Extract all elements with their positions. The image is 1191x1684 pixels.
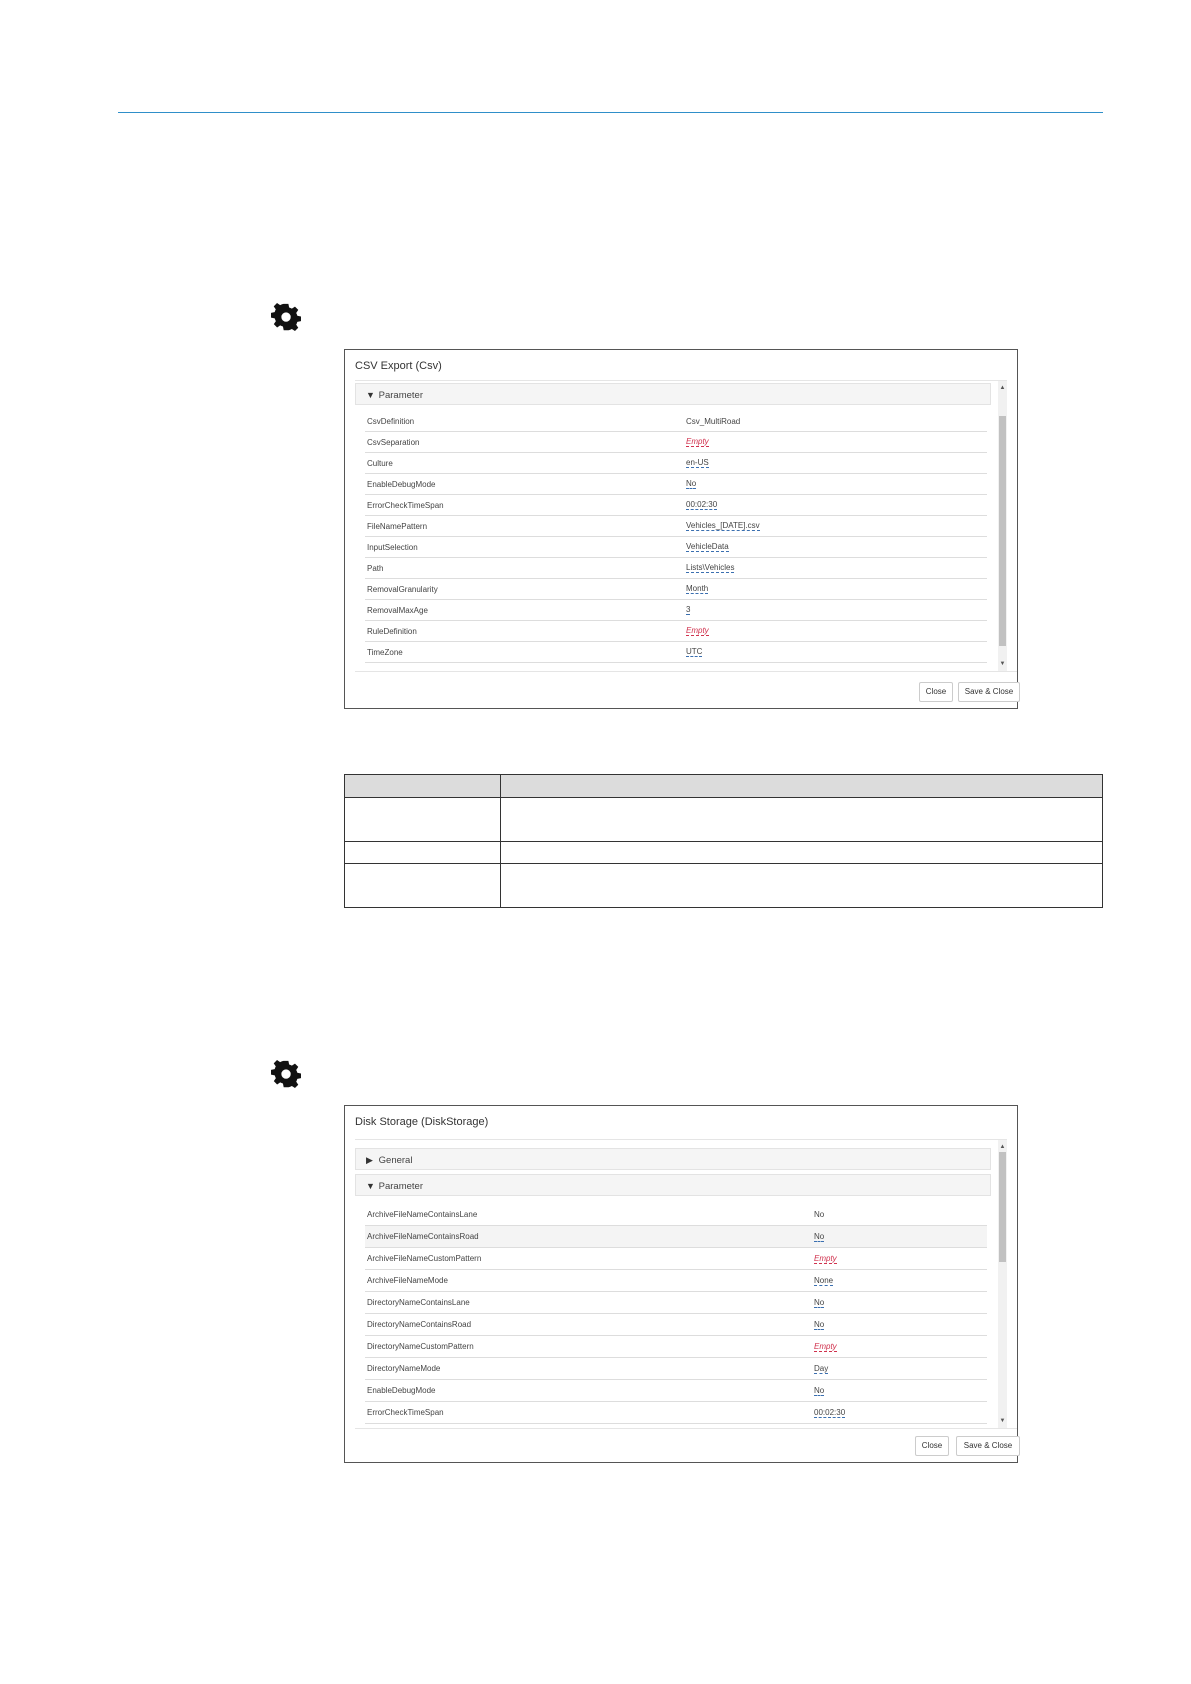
gear-icon[interactable]: [270, 302, 302, 334]
parameter-row[interactable]: [365, 516, 987, 537]
disk-storage-dialog: [344, 1105, 1018, 1463]
parameter-row[interactable]: [365, 1292, 987, 1314]
parameter-name: TimeZone: [367, 647, 403, 657]
table-cell: [501, 842, 1103, 864]
parameter-value[interactable]: Lists\Vehicles: [686, 563, 735, 572]
parameter-row[interactable]: [365, 1358, 987, 1380]
close-button[interactable]: Close: [915, 1436, 949, 1456]
parameter-value: Csv_MultiRoad: [686, 416, 741, 426]
dialog-body: [355, 380, 1007, 671]
parameter-name: ErrorCheckTimeSpan: [367, 500, 444, 510]
table-cell: [345, 864, 501, 908]
parameter-row[interactable]: [365, 474, 987, 495]
parameter-value[interactable]: No: [814, 1297, 825, 1307]
parameter-name: DirectoryNameCustomPattern: [367, 1342, 474, 1351]
chevron-down-icon: ▼: [366, 390, 375, 400]
parameter-name: CsvSeparation: [367, 437, 420, 447]
parameter-row[interactable]: [365, 642, 987, 663]
parameter-row[interactable]: [365, 558, 987, 579]
parameter-value[interactable]: No: [814, 1231, 825, 1241]
scrollbar[interactable]: [998, 1140, 1007, 1428]
parameter-name: ErrorCheckTimeSpan: [367, 1408, 444, 1417]
parameter-row[interactable]: [365, 1226, 987, 1248]
parameter-row[interactable]: [365, 1336, 987, 1358]
scroll-up-icon[interactable]: ▲: [999, 1144, 1006, 1150]
scrollbar[interactable]: [998, 381, 1007, 671]
dialog-footer: [355, 671, 1017, 712]
parameter-name: DirectoryNameContainsRoad: [367, 1320, 472, 1329]
parameter-list: [365, 411, 987, 663]
panel-label: Parameter: [378, 1181, 423, 1192]
parameter-name: RemovalMaxAge: [367, 605, 428, 615]
save-close-button[interactable]: Save & Close: [956, 1436, 1020, 1456]
parameter-value[interactable]: Empty: [686, 437, 709, 446]
parameter-name: EnableDebugMode: [367, 479, 436, 489]
save-close-button[interactable]: Save & Close: [958, 682, 1020, 702]
parameter-row[interactable]: [365, 1248, 987, 1270]
parameter-row[interactable]: [365, 621, 987, 642]
panel-label: General: [378, 1155, 413, 1166]
csv-export-dialog: [344, 349, 1018, 709]
parameter-panel-header[interactable]: [355, 1174, 991, 1196]
parameter-value[interactable]: No: [814, 1385, 825, 1395]
table-header-cell: [345, 775, 501, 798]
parameter-name: Culture: [367, 458, 393, 468]
parameter-row[interactable]: [365, 411, 987, 432]
parameter-value[interactable]: 00:02:30: [814, 1407, 846, 1417]
parameter-name: FileNamePattern: [367, 521, 428, 531]
parameter-name: RuleDefinition: [367, 626, 417, 636]
parameter-name: ArchiveFileNameContainsRoad: [367, 1232, 479, 1241]
parameter-value[interactable]: Vehicles_[DATE].csv: [686, 521, 760, 530]
parameter-value[interactable]: VehicleData: [686, 542, 729, 551]
dialog-footer: [355, 1428, 1017, 1465]
parameter-row[interactable]: [365, 495, 987, 516]
parameter-value[interactable]: 3: [686, 605, 691, 614]
parameter-name: CsvDefinition: [367, 416, 415, 426]
parameter-name: DirectoryNameMode: [367, 1364, 441, 1373]
dialog-title: CSV Export (Csv): [355, 360, 442, 372]
parameter-name: InputSelection: [367, 542, 418, 552]
info-table: [344, 774, 1103, 908]
scroll-down-icon[interactable]: ▼: [999, 661, 1006, 667]
parameter-row[interactable]: [365, 1204, 987, 1226]
parameter-name: RemovalGranularity: [367, 584, 438, 594]
parameter-row[interactable]: [365, 600, 987, 621]
parameter-value[interactable]: No: [686, 479, 697, 488]
panel-label: Parameter: [378, 390, 423, 401]
table-cell: [345, 842, 501, 864]
parameter-value[interactable]: en-US: [686, 458, 709, 467]
parameter-panel-header[interactable]: [355, 383, 991, 405]
table-cell: [501, 798, 1103, 842]
chevron-down-icon: ▼: [366, 1181, 375, 1191]
parameter-name: Path: [367, 563, 384, 573]
parameter-row[interactable]: [365, 1402, 987, 1424]
parameter-row[interactable]: [365, 537, 987, 558]
scroll-up-icon[interactable]: ▲: [999, 385, 1006, 391]
parameter-row[interactable]: [365, 579, 987, 600]
parameter-value[interactable]: 00:02:30: [686, 500, 718, 509]
parameter-list: [365, 1204, 987, 1424]
parameter-value[interactable]: None: [814, 1275, 834, 1285]
parameter-name: ArchiveFileNameMode: [367, 1276, 448, 1285]
parameter-name: DirectoryNameContainsLane: [367, 1298, 470, 1307]
parameter-value[interactable]: Month: [686, 584, 709, 593]
close-button[interactable]: Close: [919, 682, 953, 702]
gear-icon[interactable]: [270, 1059, 302, 1091]
parameter-row[interactable]: [365, 1270, 987, 1292]
gear-icon-graphic: [270, 302, 302, 334]
parameter-row[interactable]: [365, 1314, 987, 1336]
parameter-value[interactable]: Empty: [814, 1341, 837, 1351]
parameter-row[interactable]: [365, 432, 987, 453]
table-cell: [501, 864, 1103, 908]
scrollbar-thumb[interactable]: [999, 1152, 1006, 1262]
parameter-row[interactable]: [365, 1380, 987, 1402]
dialog-title: Disk Storage (DiskStorage): [355, 1116, 489, 1128]
parameter-name: ArchiveFileNameCustomPattern: [367, 1254, 482, 1263]
table-cell: [345, 798, 501, 842]
parameter-value[interactable]: Empty: [686, 626, 709, 635]
scrollbar-thumb[interactable]: [999, 416, 1006, 646]
scroll-down-icon[interactable]: ▼: [999, 1418, 1006, 1424]
table-header-cell: [501, 775, 1103, 798]
dialog-body: [355, 1139, 1007, 1428]
parameter-name: ArchiveFileNameContainsLane: [367, 1210, 478, 1219]
parameter-value[interactable]: No: [814, 1319, 825, 1329]
header-rule: [118, 112, 1103, 113]
gear-icon-graphic: [270, 1059, 302, 1091]
parameter-name: EnableDebugMode: [367, 1386, 436, 1395]
parameter-row[interactable]: [365, 453, 987, 474]
parameter-value: No: [814, 1210, 825, 1219]
parameter-value[interactable]: Empty: [814, 1253, 837, 1263]
chevron-right-icon: ▶: [366, 1155, 373, 1165]
parameter-value[interactable]: Day: [814, 1363, 829, 1373]
parameter-value[interactable]: UTC: [686, 647, 703, 656]
general-panel-header[interactable]: [355, 1148, 991, 1170]
